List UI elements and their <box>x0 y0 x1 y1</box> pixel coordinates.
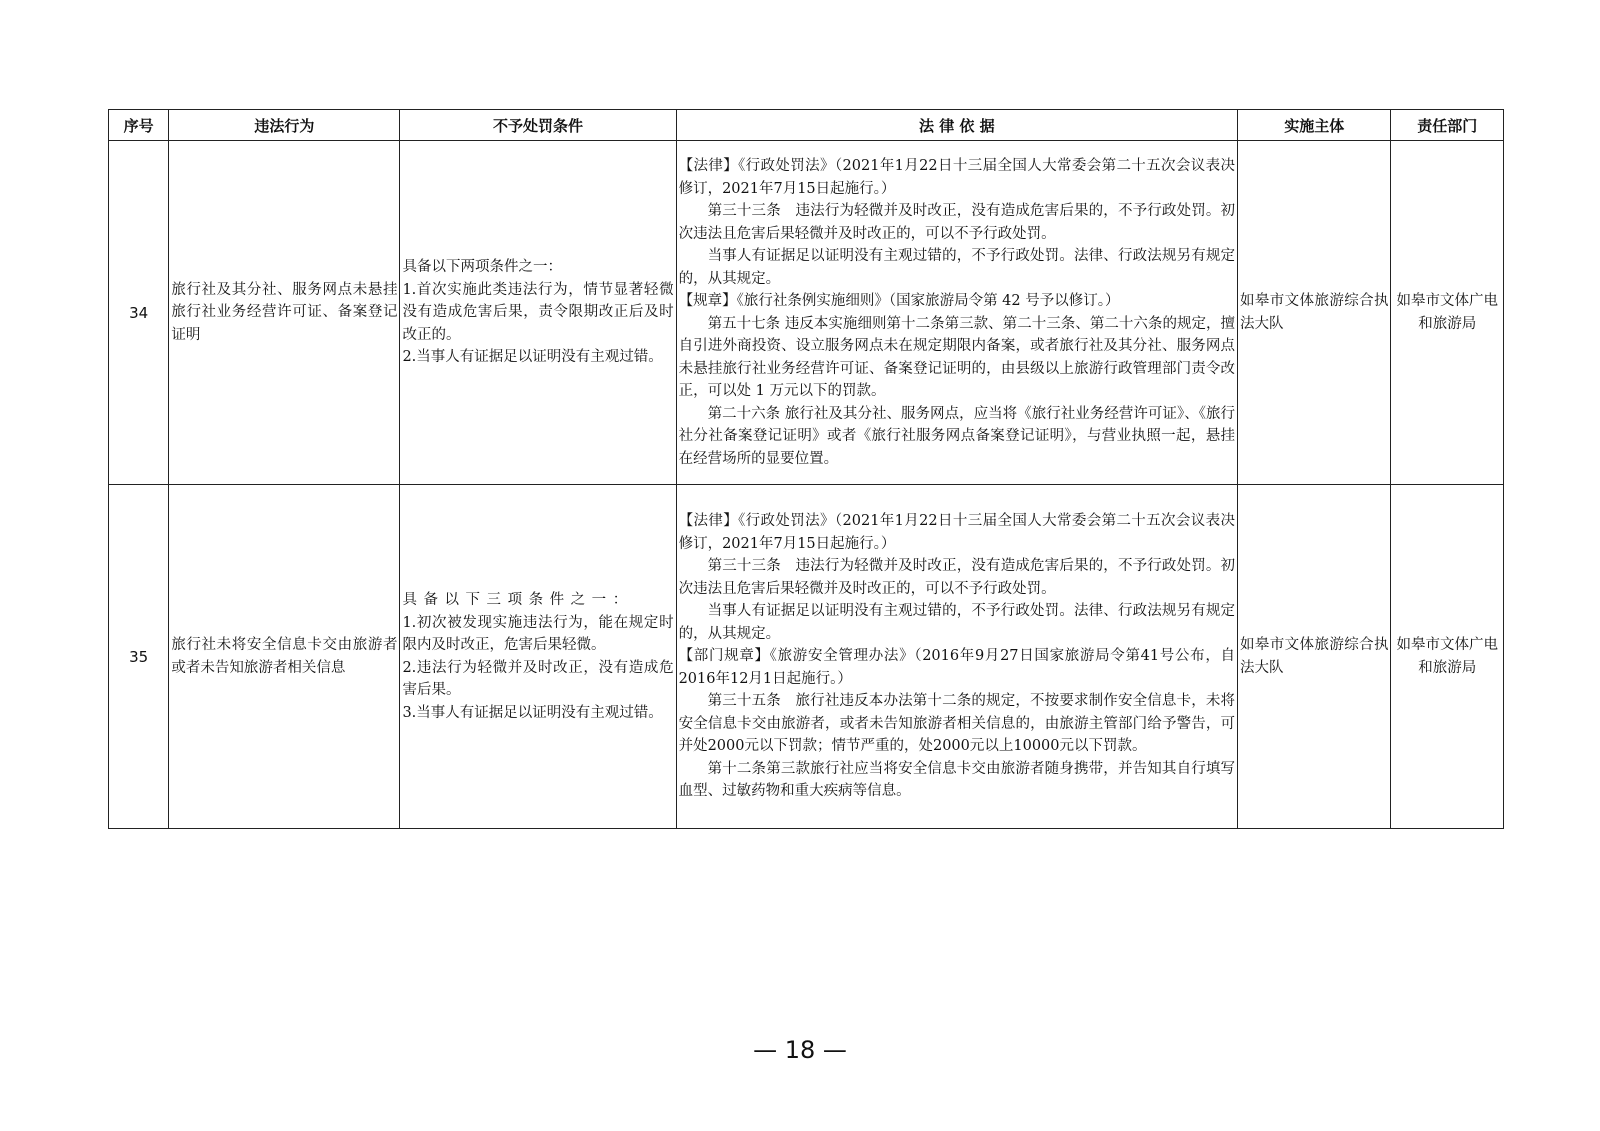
basis-law-title: 【法律】《行政处罚法》（2021年1月22日十三届全国人大常委会第二十五次会议表决修订，2021年7月15日起施行。） <box>678 513 1236 552</box>
department-cell: 如皋市文体广电和旅游局 <box>1391 141 1504 485</box>
table-header-row <box>109 110 1504 141</box>
condition-item: 1.首次实施此类违法行为，情节显著轻微没有造成危害后果，责令限期改正后及时改正的。 <box>402 281 674 343</box>
header-legal-basis: 法 律 依 据 <box>676 110 1237 141</box>
department-cell: 如皋市文体广电和旅游局 <box>1391 485 1504 829</box>
basis-article: 第三十三条 违法行为轻微并及时改正，没有造成危害后果的，不予行政处罚。初次违法且危害后果轻微并及时改正的，可以不予行政处罚。 <box>678 558 1236 597</box>
condition-item: 1.初次被发现实施违法行为，能在规定时限内及时改正，危害后果轻微。 <box>402 614 674 653</box>
table-row <box>109 141 1504 485</box>
entity-cell: 如皋市文体旅游综合执法大队 <box>1238 485 1391 829</box>
basis-article: 第五十七条 违反本实施细则第十二条第三款、第二十三条、第二十六条的规定，擅自引进外商投资、设立服务网点未在规定期限内备案，或者旅行社及其分社、服务网点未悬挂旅行社业务经营许可证、备案登记证明的，由县级以上旅游行政管理部门责令改正，可以处 1 万元以下的罚款。 <box>678 315 1236 399</box>
condition-item: 2.当事人有证据足以证明没有主观过错。 <box>402 349 663 366</box>
conditions-cell <box>400 485 676 829</box>
basis-article: 第三十五条 旅行社违反本办法第十二条的规定，不按要求制作安全信息卡，未将安全信息卡交由旅游者，或者未告知旅游者相关信息的，由旅游主管部门给予警告，可并处2000元以下罚款；情节严重的，处2000元以上10000元以下罚款。 <box>678 693 1236 755</box>
conditions-cell <box>400 141 676 485</box>
row-number: 35 <box>109 485 169 829</box>
row-number: 34 <box>109 141 169 485</box>
basis-regulation-title: 【部门规章】《旅游安全管理办法》（2016年9月27日国家旅游局令第41号公布，自2016年12月1日起施行。） <box>678 648 1236 687</box>
legal-basis-cell <box>676 141 1237 485</box>
basis-article: 当事人有证据足以证明没有主观过错的，不予行政处罚。法律、行政法规另有规定的，从其规定。 <box>678 603 1236 642</box>
header-conditions: 不予处罚条件 <box>400 110 676 141</box>
condition-item: 3.当事人有证据足以证明没有主观过错。 <box>402 704 663 721</box>
table-row <box>109 485 1504 829</box>
basis-regulation-title: 【规章】《旅行社条例实施细则》（国家旅游局令第 42 号予以修订。） <box>678 293 1120 309</box>
basis-article: 第三十三条 违法行为轻微并及时改正，没有造成危害后果的，不予行政处罚。初次违法且危害后果轻微并及时改正的，可以不予行政处罚。 <box>678 203 1236 242</box>
header-violation: 违法行为 <box>169 110 400 141</box>
header-department: 责任部门 <box>1391 110 1504 141</box>
violation-cell: 旅行社未将安全信息卡交由旅游者或者未告知旅游者相关信息 <box>169 485 400 829</box>
basis-article: 第十二条第三款旅行社应当将安全信息卡交由旅游者随身携带，并告知其自行填写血型、过敏药物和重大疾病等信息。 <box>678 760 1236 800</box>
condition-item: 2.违法行为轻微并及时改正，没有造成危害后果。 <box>402 659 674 698</box>
basis-article: 第二十六条 旅行社及其分社、服务网点，应当将《旅行社业务经营许可证》、《旅行社分社备案登记证明》或者《旅行社服务网点备案登记证明》，与营业执照一起，悬挂在经营场所的显要位置。 <box>678 405 1236 467</box>
basis-article: 当事人有证据足以证明没有主观过错的，不予行政处罚。法律、行政法规另有规定的，从其规定。 <box>678 248 1236 287</box>
penalty-exemption-table <box>108 109 1504 829</box>
header-entity: 实施主体 <box>1238 110 1391 141</box>
basis-law-title: 【法律】《行政处罚法》（2021年1月22日十三届全国人大常委会第二十五次会议表决修订，2021年7月15日起施行。） <box>678 158 1236 197</box>
condition-intro: 具备以下两项条件之一： <box>402 259 562 276</box>
page-number: — 18 — <box>753 1036 847 1064</box>
violation-cell: 旅行社及其分社、服务网点未悬挂旅行社业务经营许可证、备案登记证明 <box>169 141 400 485</box>
header-seq: 序号 <box>109 110 169 141</box>
legal-basis-cell <box>676 485 1237 829</box>
entity-cell: 如皋市文体旅游综合执法大队 <box>1238 141 1391 485</box>
condition-intro: 具备以下三项条件之一： <box>402 592 634 608</box>
